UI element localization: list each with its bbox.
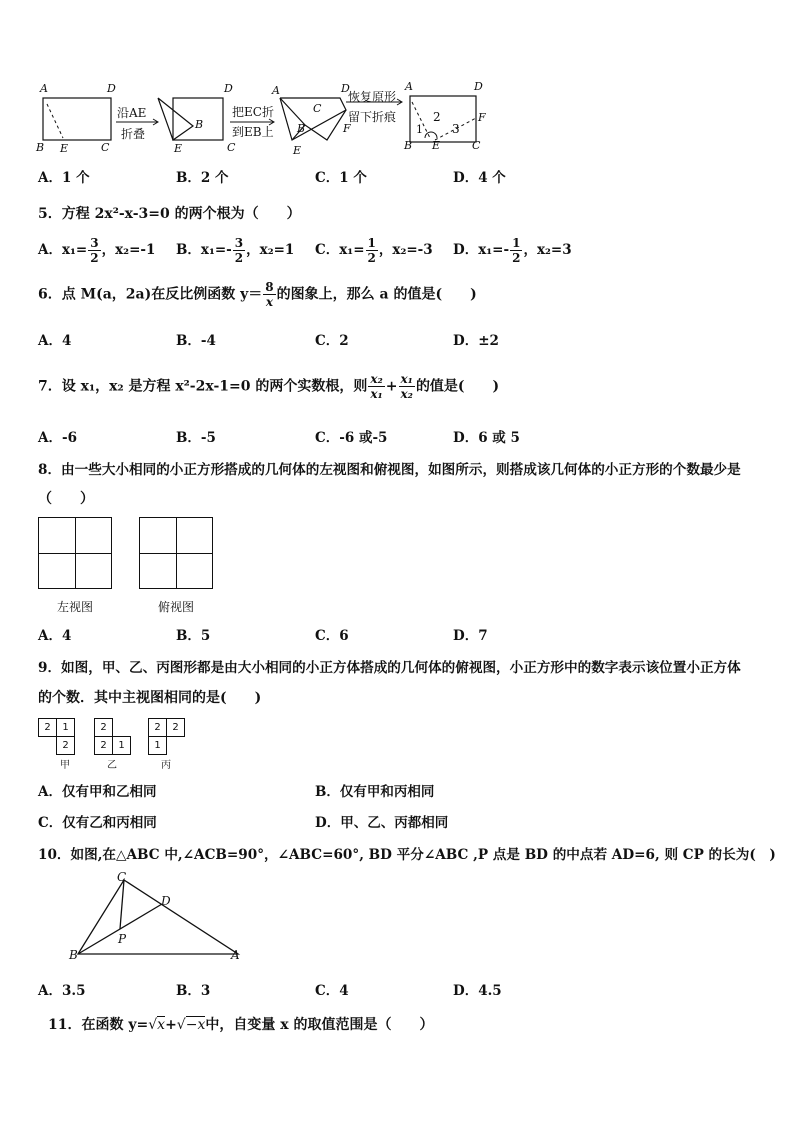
q8-option-c: C．6 bbox=[315, 628, 349, 644]
label-c: C bbox=[101, 141, 110, 154]
label-d: D bbox=[107, 82, 116, 95]
angle-1-label: 1 bbox=[416, 123, 423, 136]
label-a: A bbox=[231, 948, 240, 962]
q8-option-a: A．4 bbox=[38, 628, 72, 644]
arrow-1-top-text: 沿AE bbox=[117, 106, 147, 120]
q9-option-b: B．仅有甲和丙相同 bbox=[315, 784, 435, 800]
arrow-3-bottom-text: 留下折痕 bbox=[348, 110, 397, 124]
label-c: C bbox=[313, 102, 322, 115]
label-a: A bbox=[405, 80, 413, 93]
q6-option-d: D．±2 bbox=[453, 333, 499, 349]
bing-cell: 2 bbox=[166, 718, 185, 737]
q7-option-c: C．-6 或-5 bbox=[315, 430, 388, 446]
bing-cell: 2 bbox=[148, 718, 167, 737]
q10-option-d: D．4.5 bbox=[453, 983, 502, 999]
bing-cell: 1 bbox=[148, 736, 167, 755]
label-c: C bbox=[472, 139, 481, 152]
label-d: D bbox=[474, 80, 483, 93]
q7-stem: 7．设 x₁，x₂ 是方程 x²-2x-1=0 的两个实数根，则 $\frac{\text{x₂}}{\text{x₁}}$ + $\frac{\text{x₁}}{\text{x₂}}$ 的值是( ) bbox=[38, 372, 500, 401]
q8-stem-line1: 8．由一些大小相同的小正方形搭成的几何体的左视图和俯视图，如图所示，则搭成该几何体的小正方形的个数最少是 bbox=[38, 462, 741, 478]
jia-cell: 2 bbox=[38, 718, 57, 737]
rectangle-abcd bbox=[43, 98, 111, 140]
q4-option-a: A．1 个 bbox=[38, 170, 90, 186]
label-d: D bbox=[161, 894, 171, 908]
yi-cell: 2 bbox=[94, 736, 113, 755]
q10-option-a: A．3.5 bbox=[38, 983, 86, 999]
arrow-1-bottom-text: 折叠 bbox=[121, 127, 146, 141]
q7-option-d: D．6 或 5 bbox=[453, 430, 520, 446]
triangle-abc bbox=[78, 880, 238, 954]
label-e: E bbox=[293, 144, 302, 157]
label-c: C bbox=[117, 870, 127, 884]
yi-cell: 2 bbox=[94, 718, 113, 737]
q5-stem: 5．方程 2x²-x-3=0 的两个根为（ ） bbox=[38, 206, 301, 222]
q5-option-c: C．x₁= $\frac{1}{2}$ ，x₂=-3 bbox=[315, 236, 433, 265]
q5-option-b: B．x₁=- $\frac{3}{2}$ ，x₂=1 bbox=[176, 236, 295, 265]
triangle-abc-diagram bbox=[60, 870, 260, 970]
fold-line-ae bbox=[47, 104, 63, 138]
q10-stem: 10．如图,在△ABC 中,∠ACB=90°，∠ABC=60°, BD 平分∠ABC ,P 点是 BD 的中点若 AD=6, 则 CP 的长为( ) bbox=[38, 847, 776, 863]
folded-triangle bbox=[158, 98, 193, 140]
q9-option-c: C．仅有乙和丙相同 bbox=[38, 815, 157, 831]
q8-option-d: D．7 bbox=[453, 628, 488, 644]
jia-cell: 1 bbox=[56, 718, 75, 737]
angle-3-label: 3 bbox=[452, 122, 460, 136]
q5-option-d: D．x₁=- $\frac{1}{2}$ ，x₂=3 bbox=[453, 236, 572, 265]
bing-caption: 丙 bbox=[161, 760, 171, 771]
jia-caption: 甲 bbox=[60, 760, 70, 771]
label-a: A bbox=[272, 84, 280, 97]
q9-option-d: D．甲、乙、丙都相同 bbox=[315, 815, 449, 831]
q4-option-b: B．2 个 bbox=[176, 170, 229, 186]
q6-option-a: A．4 bbox=[38, 333, 72, 349]
q9-stem-line1: 9．如图，甲、乙、丙图形都是由大小相同的小正方体搭成的几何体的俯视图，小正方形中的数字表示该位置小正方体 bbox=[38, 660, 741, 676]
top-view-caption: 俯视图 bbox=[157, 600, 194, 614]
label-d: D bbox=[341, 82, 350, 95]
q10-option-b: B．3 bbox=[176, 983, 211, 999]
q8-stem-line2: （ ） bbox=[38, 491, 94, 507]
label-e: E bbox=[60, 142, 69, 155]
arrow-2-bottom-text: 到EB上 bbox=[232, 125, 274, 139]
yi-cell: 1 bbox=[112, 736, 131, 755]
label-p: P bbox=[118, 932, 127, 946]
label-c: C bbox=[227, 141, 236, 154]
label-d: D bbox=[224, 82, 233, 95]
arrow-3-top-text: 恢复原形 bbox=[348, 90, 397, 104]
q10-option-c: C．4 bbox=[315, 983, 349, 999]
q6-option-c: C．2 bbox=[315, 333, 349, 349]
segment-cp bbox=[120, 880, 124, 929]
label-b: B bbox=[36, 141, 45, 154]
label-e: E bbox=[432, 139, 441, 152]
q6-stem: 6．点 M(a，2a)在反比例函数 y＝ $\frac{8}{x}$ 的图象上，那么 a 的值是( ) bbox=[38, 280, 477, 309]
left-view-caption: 左视图 bbox=[56, 600, 93, 614]
label-b: B bbox=[195, 118, 204, 131]
label-a: A bbox=[40, 82, 48, 95]
q8-option-b: B．5 bbox=[176, 628, 211, 644]
label-f: F bbox=[478, 111, 486, 124]
q9-option-a: A．仅有甲和乙相同 bbox=[38, 784, 157, 800]
label-e: E bbox=[174, 142, 183, 155]
jia-cell: 2 bbox=[56, 736, 75, 755]
label-b: B bbox=[297, 122, 306, 135]
q11-stem: 11．在函数 y=√x+√−x中，自变量 x 的取值范围是（ ） bbox=[48, 1017, 434, 1033]
q7-option-b: B．-5 bbox=[176, 430, 216, 446]
arrow-2-top-text: 把EC折 bbox=[232, 105, 274, 119]
q9-stem-line2: 的个数．其中主视图相同的是( ) bbox=[38, 690, 262, 706]
q4-option-d: D．4 个 bbox=[453, 170, 506, 186]
left-view-grid bbox=[38, 517, 112, 589]
q5-option-a: A．x₁= $\frac{3}{2}$ ，x₂=-1 bbox=[38, 236, 156, 265]
q7-option-a: A．-6 bbox=[38, 430, 77, 446]
q6-option-b: B．-4 bbox=[176, 333, 216, 349]
angle-2-label: 2 bbox=[433, 110, 441, 124]
label-f: F bbox=[343, 122, 351, 135]
label-b: B bbox=[404, 139, 413, 152]
q4-option-c: C．1 个 bbox=[315, 170, 367, 186]
yi-caption: 乙 bbox=[107, 760, 117, 771]
label-b: B bbox=[69, 948, 78, 962]
top-view-grid bbox=[139, 517, 213, 589]
